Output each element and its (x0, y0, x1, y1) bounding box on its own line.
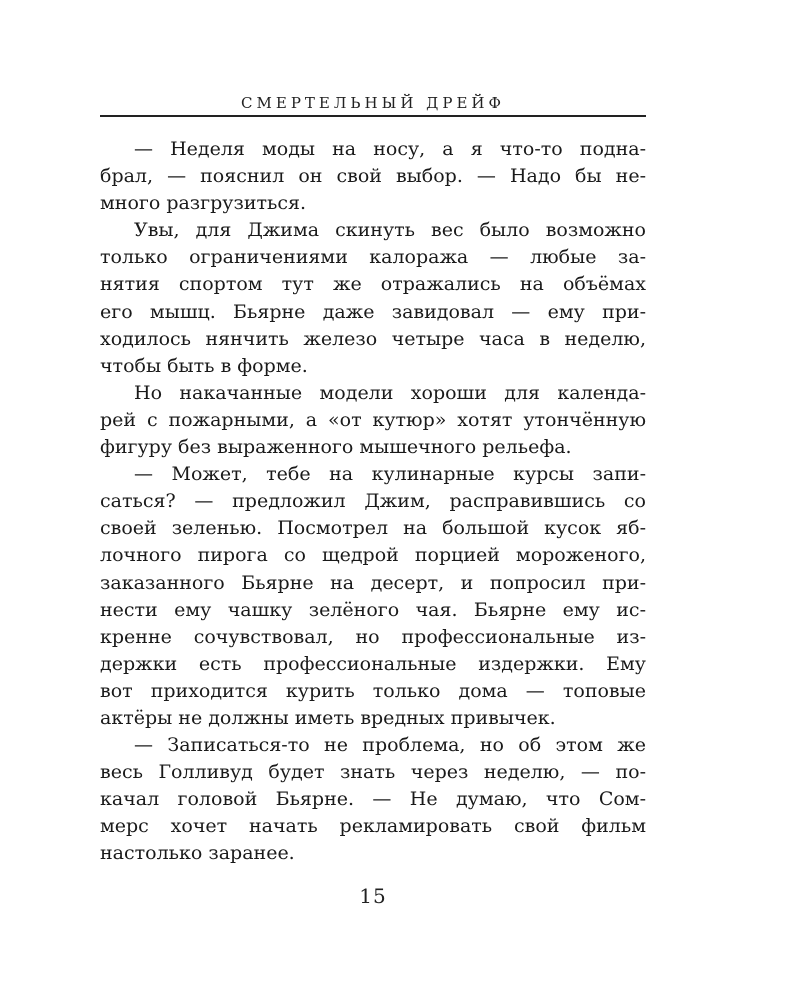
text-line: своей зеленью. Посмотрел на большой кусок яб- (100, 517, 646, 540)
text-line: фигуру без выраженного мышечного рельефа. (100, 436, 572, 459)
text-line: ходилось нянчить железо четыре часа в неделю, (100, 327, 646, 350)
text-line: много разгрузиться. (100, 192, 307, 215)
text-line: рей с пожарными, а «от кутюр» хотят утончённую (100, 408, 646, 431)
text-line: брал, — пояснил он свой выбор. — Надо бы не- (100, 165, 646, 188)
text-line: чтобы быть в форме. (100, 354, 308, 377)
text-line: заказанного Бьярне на десерт, и попросил при- (100, 571, 646, 594)
text-line: вот приходится курить только дома — топовые (100, 679, 646, 702)
text-line: только ограничениями калоража — любые за- (100, 246, 646, 269)
text-line: нести ему чашку зелёного чая. Бьярне ему ис- (100, 598, 646, 621)
header-divider (100, 115, 646, 117)
text-line: нятия спортом тут же отражались на объёмах (100, 273, 646, 296)
text-line: — Неделя моды на носу, а я что-то подна- (134, 138, 646, 160)
text-line: держки есть профессиональные издержки. Ему (100, 652, 646, 675)
text-line: лочного пирога со щедрой порцией мороженого, (100, 544, 646, 567)
text-line: весь Голливуд будет знать через неделю, — по- (100, 761, 646, 784)
text-line: — Записаться-то не проблема, но об этом же (134, 734, 646, 757)
text-line: качал головой Бьярне. — Не думаю, что Сом- (100, 788, 646, 811)
text-line: — Может, тебе на кулинарные курсы запи- (134, 463, 646, 486)
text-line: его мышц. Бьярне даже завидовал — ему при- (100, 300, 646, 323)
text-line: саться? — предложил Джим, расправившись со (100, 490, 646, 513)
text-line: мерс хочет начать рекламировать свой фильм (100, 815, 646, 838)
text-line: актёры не должны иметь вредных привычек. (100, 706, 556, 729)
text-line: Но накачанные модели хороши для календа- (134, 381, 646, 404)
page-number: 15 (359, 884, 387, 908)
text-line: кренне сочувствовал, но профессиональные из- (100, 625, 646, 648)
text-line: Увы, для Джима скинуть вес было возможно (134, 219, 646, 242)
running-header-title: СМЕРТЕЛЬНЫЙ ДРЕЙФ (241, 94, 505, 112)
text-line: настолько заранее. (100, 842, 295, 865)
body-text (100, 136, 646, 868)
